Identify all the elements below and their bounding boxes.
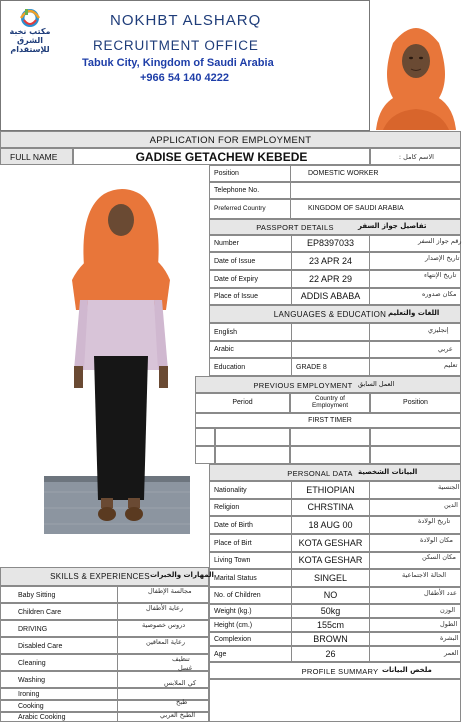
passport-label: Place of Issue <box>214 293 258 300</box>
personal-label: Marital Status <box>214 575 257 582</box>
languages-title: LANGUAGES & EDUCATION <box>273 310 387 319</box>
country-value: KINGDOM OF SAUDI ARABIA <box>308 205 404 212</box>
full-name-label-ar: الاسم كامل : <box>398 153 434 161</box>
personal-value: 50kg <box>320 606 341 616</box>
personal-label: Date of Birth <box>214 522 253 529</box>
headshot-photo <box>371 3 461 130</box>
education-label-ar: تعليم <box>444 361 458 369</box>
skill-label: Baby Sitting <box>18 592 56 599</box>
passport-label-ar: مكان صدوره <box>422 290 457 298</box>
table-cell <box>195 446 215 464</box>
col-position: Position <box>403 399 428 406</box>
skill-label-ar: الطبخ العربي <box>160 711 196 719</box>
passport-label: Date of Expiry <box>214 276 258 283</box>
education-label: Education <box>214 364 246 371</box>
table-cell <box>291 341 370 358</box>
personal-data-title-ar: البيانات الشخصية <box>358 468 418 476</box>
language-label-ar: إنجليزي <box>428 326 449 334</box>
skills-title: SKILLS & EXPERIENCES <box>50 572 150 581</box>
table-cell <box>370 446 461 464</box>
personal-label-ar: الوزن <box>440 606 456 614</box>
personal-label-ar: العمر <box>444 649 459 657</box>
full-body-photo <box>44 170 190 534</box>
skill-label-ar: رعاية المعاقين <box>146 638 186 646</box>
profile-summary-title-ar: ملخص البيانات <box>382 666 432 674</box>
company-name: NOKHBT ALSHARQ <box>110 12 262 29</box>
profile-summary-title: PROFILE SUMMARY <box>301 667 379 676</box>
personal-value: 18 AUG 00 <box>308 520 353 530</box>
skill-label-ar: طبخ <box>176 698 188 706</box>
personal-label-ar: تاريخ الولادة <box>418 517 451 525</box>
company-subtitle: RECRUITMENT OFFICE <box>93 38 259 53</box>
skill-label: Cooking <box>18 703 44 710</box>
passport-value: ADDIS ABABA <box>300 291 361 301</box>
personal-label: Height (cm.) <box>214 622 253 629</box>
col-country: Country of Employment <box>311 395 349 410</box>
table-cell <box>215 428 290 446</box>
table-cell <box>290 428 370 446</box>
skill-label: Washing <box>18 677 45 684</box>
personal-value: SINGEL <box>313 573 347 583</box>
passport-label: Number <box>214 240 239 247</box>
logo-text: مكتب نخبة الشرق للإستقدام <box>9 27 51 54</box>
passport-title-ar: تفاصيل جواز السفر <box>358 222 427 230</box>
passport-title: PASSPORT DETAILS <box>256 223 334 232</box>
passport-value: EP8397033 <box>306 238 355 248</box>
table-cell <box>290 446 370 464</box>
table-cell <box>291 323 370 341</box>
languages-title-ar: اللغات والتعليم <box>388 309 440 317</box>
skill-label: Ironing <box>18 691 40 698</box>
personal-label-ar: البشرة <box>440 634 459 642</box>
personal-label: Age <box>214 651 227 658</box>
passport-label-ar: تاريخ الإصدار <box>425 254 460 262</box>
table-cell <box>215 446 290 464</box>
personal-label-ar: الطول <box>440 620 458 628</box>
company-logo <box>4 6 56 54</box>
skill-label-ar: رعاية الأطفال <box>146 604 184 612</box>
full-name-value: GADISE GETACHEW KEBEDE <box>135 150 308 164</box>
passport-label-ar: رقم جواز السفر <box>418 237 462 245</box>
full-name-label: FULL NAME <box>10 152 58 162</box>
personal-label: Place of Birt <box>214 540 252 547</box>
personal-label-ar: مكان الولادة <box>420 536 454 544</box>
skill-label-ar: دروس خصوصية <box>142 621 186 629</box>
passport-label-ar: تاريخ الإنتهاء <box>424 271 457 279</box>
skill-label: DRIVING <box>18 626 48 633</box>
position-label: Position <box>214 170 239 177</box>
company-address: Tabuk City, Kingdom of Saudi Arabia <box>82 57 274 69</box>
personal-label-ar: مكان السكن <box>422 553 457 561</box>
skills-title-ar: المهارات والخبرات <box>150 571 214 579</box>
personal-label: Religion <box>214 504 240 511</box>
personal-label-ar: الحالة الاجتماعية <box>402 571 447 579</box>
passport-value: 22 APR 29 <box>308 274 353 284</box>
personal-label: Living Town <box>214 557 251 564</box>
previous-employment-title-ar: العمل السابق <box>358 380 395 388</box>
language-label: English <box>214 329 237 336</box>
telephone-label: Telephone No. <box>214 187 260 194</box>
language-label: Arabic <box>214 346 234 353</box>
previous-employment-title: PREVIOUS EMPLOYMENT <box>253 381 353 390</box>
personal-value: NO <box>323 590 338 600</box>
personal-value: CHRSTINA <box>307 502 354 512</box>
skill-label: Disabled Care <box>18 643 63 650</box>
personal-data-title: PERSONAL DATA <box>287 469 353 478</box>
country-label: Preferred Country <box>214 205 266 212</box>
skill-label-ar: غسل <box>178 664 193 672</box>
passport-value: 23 APR 24 <box>308 256 353 266</box>
table-cell <box>370 428 461 446</box>
col-period: Period <box>232 399 253 406</box>
personal-value: 26 <box>325 649 336 659</box>
form-title: APPLICATION FOR EMPLOYMENT <box>149 135 312 146</box>
language-label-ar: عربي <box>438 345 453 353</box>
personal-value: ETHIOPIAN <box>306 485 355 495</box>
skill-label-ar: مجالسة الإطفال <box>148 587 192 595</box>
education-value: GRADE 8 <box>296 364 327 371</box>
personal-value: 155cm <box>316 620 344 630</box>
skill-label-ar: كي الملابس <box>164 679 197 687</box>
skill-label: Children Care <box>18 609 62 616</box>
profile-summary-body <box>209 679 461 722</box>
personal-label-ar: الجنسية <box>438 483 460 491</box>
personal-label: Complexion <box>214 636 251 643</box>
personal-label-ar: عدد الأطفال <box>424 589 457 597</box>
skill-label: Cleaning <box>18 660 46 667</box>
personal-label: Weight (kg.) <box>214 608 252 615</box>
personal-value: KOTA GESHAR <box>298 538 363 548</box>
personal-value: KOTA GESHAR <box>298 555 363 565</box>
skill-label: Arabic Cooking <box>18 714 66 721</box>
skill-label-ar: تنظيف <box>172 655 190 663</box>
personal-label: No. of Children <box>214 592 261 599</box>
personal-label-ar: الدين <box>444 501 458 509</box>
first-timer-note: FIRST TIMER <box>308 417 352 424</box>
personal-value: BROWN <box>313 634 348 644</box>
position-value: DOMESTIC WORKER <box>308 170 379 177</box>
table-cell <box>195 428 215 446</box>
personal-label: Nationality <box>214 487 247 494</box>
passport-label: Date of Issue <box>214 258 256 265</box>
company-phone: +966 54 140 4222 <box>140 72 230 84</box>
